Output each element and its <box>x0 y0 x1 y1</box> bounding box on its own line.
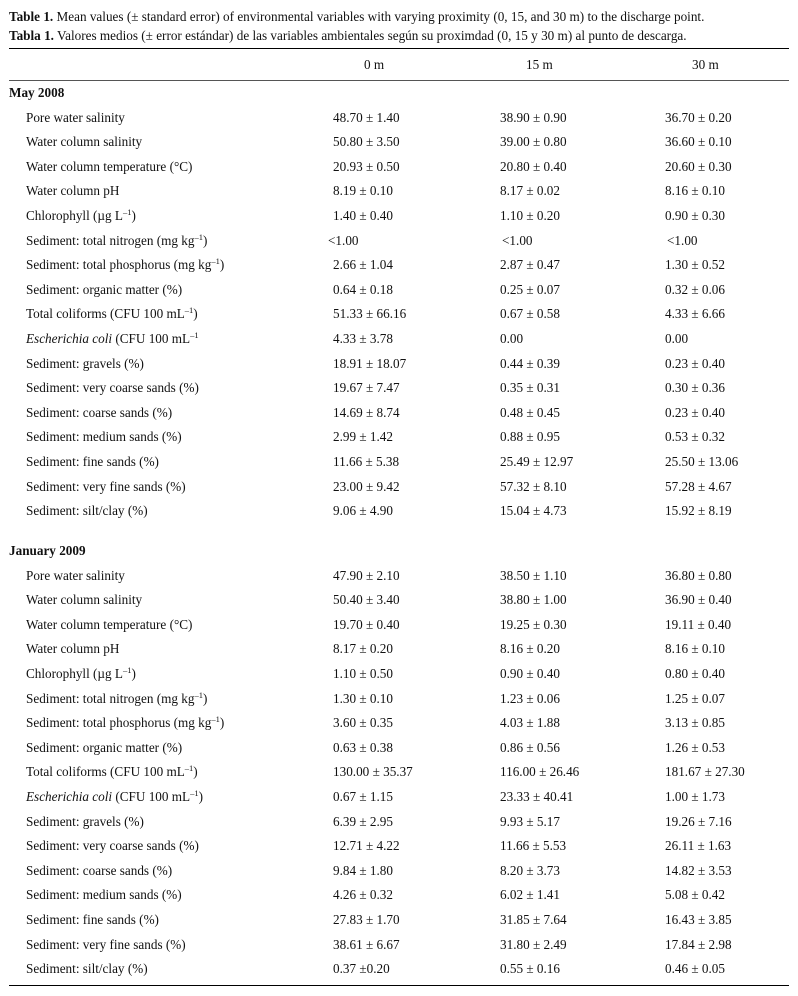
table-row <box>0 713 798 733</box>
variable-label <box>26 231 207 251</box>
value-0m: 1.10 ± 0.50 <box>333 665 393 681</box>
unit-exponent: –1 <box>194 231 203 242</box>
value-30m: 181.67 ± 27.30 <box>665 764 745 780</box>
unit-exponent: –1 <box>122 664 132 675</box>
value-15m: 0.25 ± 0.07 <box>500 281 560 297</box>
value-15m: 0.35 ± 0.31 <box>500 380 560 396</box>
variable-label-text: Water column salinity <box>26 592 143 608</box>
species-name: Escherichia coli <box>26 330 113 346</box>
value-30m: 8.16 ± 0.10 <box>665 641 725 657</box>
caption-english-label: Table 1. <box>9 9 54 24</box>
variable-label <box>26 132 142 152</box>
variable-label-text: Sediment: fine sands (%) <box>26 911 159 927</box>
variable-label <box>26 206 136 226</box>
value-15m: 15.04 ± 4.73 <box>500 503 567 519</box>
variable-label <box>26 280 182 300</box>
value-0m: 1.40 ± 0.40 <box>333 207 393 223</box>
value-30m: 0.30 ± 0.36 <box>665 380 725 396</box>
section-heading: May 2008 <box>9 85 65 100</box>
variable-label <box>26 501 148 521</box>
variable-label-text: Water column pH <box>26 183 120 199</box>
table-row <box>0 157 798 177</box>
value-30m: 0.53 ± 0.32 <box>665 429 725 445</box>
section-heading: January 2009 <box>9 543 86 558</box>
table-row <box>0 329 798 349</box>
table-row <box>0 566 798 586</box>
variable-label-text: Pore water salinity <box>26 567 125 583</box>
value-15m: 0.90 ± 0.40 <box>500 665 560 681</box>
value-0m: <1.00 <box>328 232 359 248</box>
value-0m: 4.26 ± 0.32 <box>333 887 393 903</box>
value-15m: 19.25 ± 0.30 <box>500 616 567 632</box>
table-row <box>0 452 798 472</box>
value-30m: 8.16 ± 0.10 <box>665 183 725 199</box>
variable-label-text: Water column pH <box>26 641 120 657</box>
value-0m: 47.90 ± 2.10 <box>333 567 400 583</box>
table-row <box>0 255 798 275</box>
value-15m: 38.80 ± 1.00 <box>500 592 567 608</box>
value-15m: 0.86 ± 0.56 <box>500 739 560 755</box>
value-15m: 0.48 ± 0.45 <box>500 404 560 420</box>
table-row <box>0 280 798 300</box>
variable-label <box>26 615 192 635</box>
unit-exponent: –1 <box>190 329 199 340</box>
variable-label-text: Sediment: medium sands (%) <box>26 887 182 903</box>
value-15m: 11.66 ± 5.53 <box>500 838 567 854</box>
table-row <box>0 959 798 979</box>
value-30m: 1.30 ± 0.52 <box>665 257 725 273</box>
table-row <box>0 206 798 226</box>
value-30m: 19.26 ± 7.16 <box>665 813 732 829</box>
unit-close: ) <box>131 207 136 223</box>
value-0m: 50.40 ± 3.40 <box>333 592 400 608</box>
variable-label <box>26 452 159 472</box>
value-0m: 3.60 ± 0.35 <box>333 715 393 731</box>
variable-label-text: Sediment: total nitrogen (mg kg <box>26 690 195 706</box>
value-15m: 25.49 ± 12.97 <box>500 453 574 469</box>
variable-label <box>26 181 119 201</box>
value-30m: 1.00 ± 1.73 <box>665 788 725 804</box>
value-0m: 0.37 ±0.20 <box>333 961 390 977</box>
table-row <box>0 615 798 635</box>
variable-label-text: Water column temperature (°C) <box>26 158 193 174</box>
variable-label <box>26 713 224 733</box>
unit-exponent: –1 <box>211 256 220 267</box>
variable-label-text: Sediment: gravels (%) <box>26 355 144 371</box>
table-row <box>0 477 798 497</box>
unit-exponent: –1 <box>194 689 203 700</box>
value-15m: 0.55 ± 0.16 <box>500 961 560 977</box>
variable-label <box>26 762 198 782</box>
value-0m: 8.17 ± 0.20 <box>333 641 393 657</box>
variable-label-text: Pore water salinity <box>26 109 125 125</box>
variable-label-text: Sediment: organic matter (%) <box>26 281 183 297</box>
variable-label-text: Sediment: medium sands (%) <box>26 429 182 445</box>
variable-label <box>26 590 142 610</box>
value-30m: 16.43 ± 3.85 <box>665 911 732 927</box>
variable-label <box>26 812 144 832</box>
variable-label <box>26 639 119 659</box>
variable-label <box>26 935 186 955</box>
table-row <box>0 910 798 930</box>
value-15m: 38.50 ± 1.10 <box>500 567 567 583</box>
value-0m: 19.70 ± 0.40 <box>333 616 400 632</box>
variable-label-text: Water column temperature (°C) <box>26 616 193 632</box>
value-30m: 1.26 ± 0.53 <box>665 739 725 755</box>
header-rule <box>9 80 789 81</box>
unit-close: ) <box>219 257 225 273</box>
value-15m: 6.02 ± 1.41 <box>500 887 560 903</box>
variable-label-text: Sediment: organic matter (%) <box>26 739 183 755</box>
variable-label <box>26 157 192 177</box>
variable-label <box>26 566 125 586</box>
value-15m: 4.03 ± 1.88 <box>500 715 560 731</box>
value-0m: 50.80 ± 3.50 <box>333 134 400 150</box>
table-row <box>0 108 798 128</box>
variable-label <box>26 108 125 128</box>
value-15m: 116.00 ± 26.46 <box>500 764 580 780</box>
variable-label-text: (CFU 100 mL <box>112 788 191 804</box>
variable-label <box>26 910 159 930</box>
unit-close: ) <box>202 232 208 248</box>
table-top-rule <box>9 48 789 49</box>
unit-close: ) <box>193 306 198 322</box>
value-30m: 15.92 ± 8.19 <box>665 503 732 519</box>
value-30m: 4.33 ± 6.66 <box>665 306 725 322</box>
value-15m: 31.85 ± 7.64 <box>500 911 567 927</box>
value-30m: 0.23 ± 0.40 <box>665 355 725 371</box>
table-row <box>0 885 798 905</box>
value-15m: 8.17 ± 0.02 <box>500 183 560 199</box>
value-0m: 27.83 ± 1.70 <box>333 911 400 927</box>
variable-label <box>26 787 203 807</box>
table-captions <box>9 7 789 45</box>
variable-label-text: Sediment: total nitrogen (mg kg <box>26 232 195 248</box>
value-15m: 20.80 ± 0.40 <box>500 158 567 174</box>
variable-label <box>26 885 182 905</box>
table-row <box>0 231 798 251</box>
variable-label-text: Chlorophyll (µg L <box>26 207 123 223</box>
variable-label <box>26 255 224 275</box>
value-15m: 57.32 ± 8.10 <box>500 478 567 494</box>
variable-label <box>26 304 198 324</box>
variable-label-text: Sediment: silt/clay (%) <box>26 961 148 977</box>
value-30m: 25.50 ± 13.06 <box>665 453 739 469</box>
variable-label-text: Water column salinity <box>26 134 143 150</box>
variable-label-text: Sediment: total phosphorus (mg kg <box>26 715 212 731</box>
value-30m: 14.82 ± 3.53 <box>665 862 732 878</box>
value-0m: 38.61 ± 6.67 <box>333 936 400 952</box>
value-0m: 1.30 ± 0.10 <box>333 690 393 706</box>
value-30m: 36.90 ± 0.40 <box>665 592 732 608</box>
value-30m: 0.80 ± 0.40 <box>665 665 725 681</box>
unit-exponent: –1 <box>190 787 199 798</box>
variable-label <box>26 689 207 709</box>
variable-label-text: Sediment: very coarse sands (%) <box>26 838 199 854</box>
value-30m: 36.60 ± 0.10 <box>665 134 732 150</box>
value-30m: 20.60 ± 0.30 <box>665 158 732 174</box>
variable-label <box>26 861 172 881</box>
variable-label-text: Sediment: very fine sands (%) <box>26 936 186 952</box>
caption-english-text: Mean values (± standard error) of environmental variables with varying proximity (0, 15, and 30 m) to the discharge point. <box>56 9 705 24</box>
value-0m: 8.19 ± 0.10 <box>333 183 393 199</box>
value-30m: 17.84 ± 2.98 <box>665 936 732 952</box>
caption-spanish-text: Valores medios (± error estándar) de las variables ambientales según su proximdad (0, 15 y 30 m) al punto de descarga. <box>57 28 687 43</box>
value-0m: 6.39 ± 2.95 <box>333 813 393 829</box>
value-0m: 9.84 ± 1.80 <box>333 862 393 878</box>
table-row <box>0 689 798 709</box>
table-row <box>0 787 798 807</box>
variable-label <box>26 427 182 447</box>
value-15m: 0.67 ± 0.58 <box>500 306 560 322</box>
column-header-0m: 0 m <box>364 57 385 72</box>
value-15m: 0.88 ± 0.95 <box>500 429 560 445</box>
variable-label <box>26 477 186 497</box>
value-30m: 1.25 ± 0.07 <box>665 690 725 706</box>
table-row <box>0 403 798 423</box>
unit-close: ) <box>198 788 203 804</box>
unit-close: ) <box>193 764 198 780</box>
variable-label-text: Sediment: silt/clay (%) <box>26 503 148 519</box>
value-15m: 2.87 ± 0.47 <box>500 257 560 273</box>
value-0m: 11.66 ± 5.38 <box>333 453 400 469</box>
table-row <box>0 812 798 832</box>
table-row <box>0 590 798 610</box>
value-30m: 36.70 ± 0.20 <box>665 109 732 125</box>
column-header-30m: 30 m <box>692 57 719 72</box>
table-row <box>0 664 798 684</box>
value-0m: 23.00 ± 9.42 <box>333 478 400 494</box>
value-0m: 48.70 ± 1.40 <box>333 109 400 125</box>
variable-label-text: Sediment: very coarse sands (%) <box>26 380 199 396</box>
variable-label-text: Sediment: very fine sands (%) <box>26 478 186 494</box>
variable-label <box>26 354 144 374</box>
value-0m: 14.69 ± 8.74 <box>333 404 400 420</box>
value-15m: 8.20 ± 3.73 <box>500 862 560 878</box>
value-30m: 0.46 ± 0.05 <box>665 961 725 977</box>
variable-label-text: Total coliforms (CFU 100 mL <box>26 764 185 780</box>
value-0m: 19.67 ± 7.47 <box>333 380 400 396</box>
variable-label-text: Sediment: gravels (%) <box>26 813 144 829</box>
variable-label-text: Sediment: coarse sands (%) <box>26 404 173 420</box>
value-0m: 0.64 ± 0.18 <box>333 281 393 297</box>
table-row <box>0 762 798 782</box>
table-row <box>0 639 798 659</box>
value-30m: 3.13 ± 0.85 <box>665 715 725 731</box>
value-0m: 0.67 ± 1.15 <box>333 788 393 804</box>
value-30m: 19.11 ± 0.40 <box>665 616 732 632</box>
value-15m: 39.00 ± 0.80 <box>500 134 567 150</box>
table-row <box>0 501 798 521</box>
value-15m: 31.80 ± 2.49 <box>500 936 567 952</box>
value-15m: 8.16 ± 0.20 <box>500 641 560 657</box>
value-0m: 130.00 ± 35.37 <box>333 764 413 780</box>
value-30m: 0.00 <box>665 330 689 346</box>
caption-spanish <box>9 26 789 45</box>
variable-label-text: Sediment: fine sands (%) <box>26 453 159 469</box>
value-15m: 1.10 ± 0.20 <box>500 207 560 223</box>
species-name: Escherichia coli <box>26 788 113 804</box>
value-30m: 5.08 ± 0.42 <box>665 887 725 903</box>
caption-english <box>9 7 789 26</box>
value-0m: 51.33 ± 66.16 <box>333 306 407 322</box>
variable-label-text: Sediment: total phosphorus (mg kg <box>26 257 212 273</box>
value-0m: 20.93 ± 0.50 <box>333 158 400 174</box>
value-30m: 57.28 ± 4.67 <box>665 478 732 494</box>
table-row <box>0 861 798 881</box>
value-15m: 0.00 <box>500 330 524 346</box>
unit-exponent: –1 <box>122 206 132 217</box>
value-0m: 9.06 ± 4.90 <box>333 503 393 519</box>
value-30m: 0.23 ± 0.40 <box>665 404 725 420</box>
variable-label-text: Total coliforms (CFU 100 mL <box>26 306 185 322</box>
value-15m: 38.90 ± 0.90 <box>500 109 567 125</box>
table-row <box>0 935 798 955</box>
value-15m: 23.33 ± 40.41 <box>500 788 574 804</box>
value-0m: 0.63 ± 0.38 <box>333 739 393 755</box>
unit-exponent: –1 <box>184 305 194 316</box>
value-0m: 12.71 ± 4.22 <box>333 838 400 854</box>
variable-label <box>26 738 182 758</box>
value-30m: 0.32 ± 0.06 <box>665 281 725 297</box>
variable-label <box>26 329 199 349</box>
variable-label-text: (CFU 100 mL <box>112 330 191 346</box>
variable-label <box>26 836 199 856</box>
unit-exponent: –1 <box>184 763 194 774</box>
value-30m: 36.80 ± 0.80 <box>665 567 732 583</box>
table-row <box>0 738 798 758</box>
value-15m: <1.00 <box>502 232 533 248</box>
value-30m: 26.11 ± 1.63 <box>665 838 732 854</box>
caption-spanish-label: Tabla 1. <box>9 28 54 43</box>
variable-label <box>26 378 199 398</box>
table-bottom-rule <box>9 985 789 986</box>
variable-label-text: Sediment: coarse sands (%) <box>26 862 173 878</box>
table-row <box>0 132 798 152</box>
variable-label-text: Chlorophyll (µg L <box>26 665 123 681</box>
table-row <box>0 378 798 398</box>
value-0m: 4.33 ± 3.78 <box>333 330 393 346</box>
unit-close: ) <box>131 665 136 681</box>
value-0m: 2.66 ± 1.04 <box>333 257 393 273</box>
value-30m: <1.00 <box>667 232 698 248</box>
table-row <box>0 354 798 374</box>
column-header-15m: 15 m <box>526 57 553 72</box>
unit-exponent: –1 <box>211 714 220 725</box>
table-row <box>0 427 798 447</box>
variable-label <box>26 959 148 979</box>
unit-close: ) <box>219 715 225 731</box>
value-0m: 2.99 ± 1.42 <box>333 429 393 445</box>
value-15m: 0.44 ± 0.39 <box>500 355 560 371</box>
variable-label <box>26 403 172 423</box>
variable-label <box>26 664 136 684</box>
unit-close: ) <box>202 690 208 706</box>
value-30m: 0.90 ± 0.30 <box>665 207 725 223</box>
value-0m: 18.91 ± 18.07 <box>333 355 407 371</box>
table-row <box>0 304 798 324</box>
table-row <box>0 181 798 201</box>
value-15m: 1.23 ± 0.06 <box>500 690 560 706</box>
table-row <box>0 836 798 856</box>
value-15m: 9.93 ± 5.17 <box>500 813 560 829</box>
